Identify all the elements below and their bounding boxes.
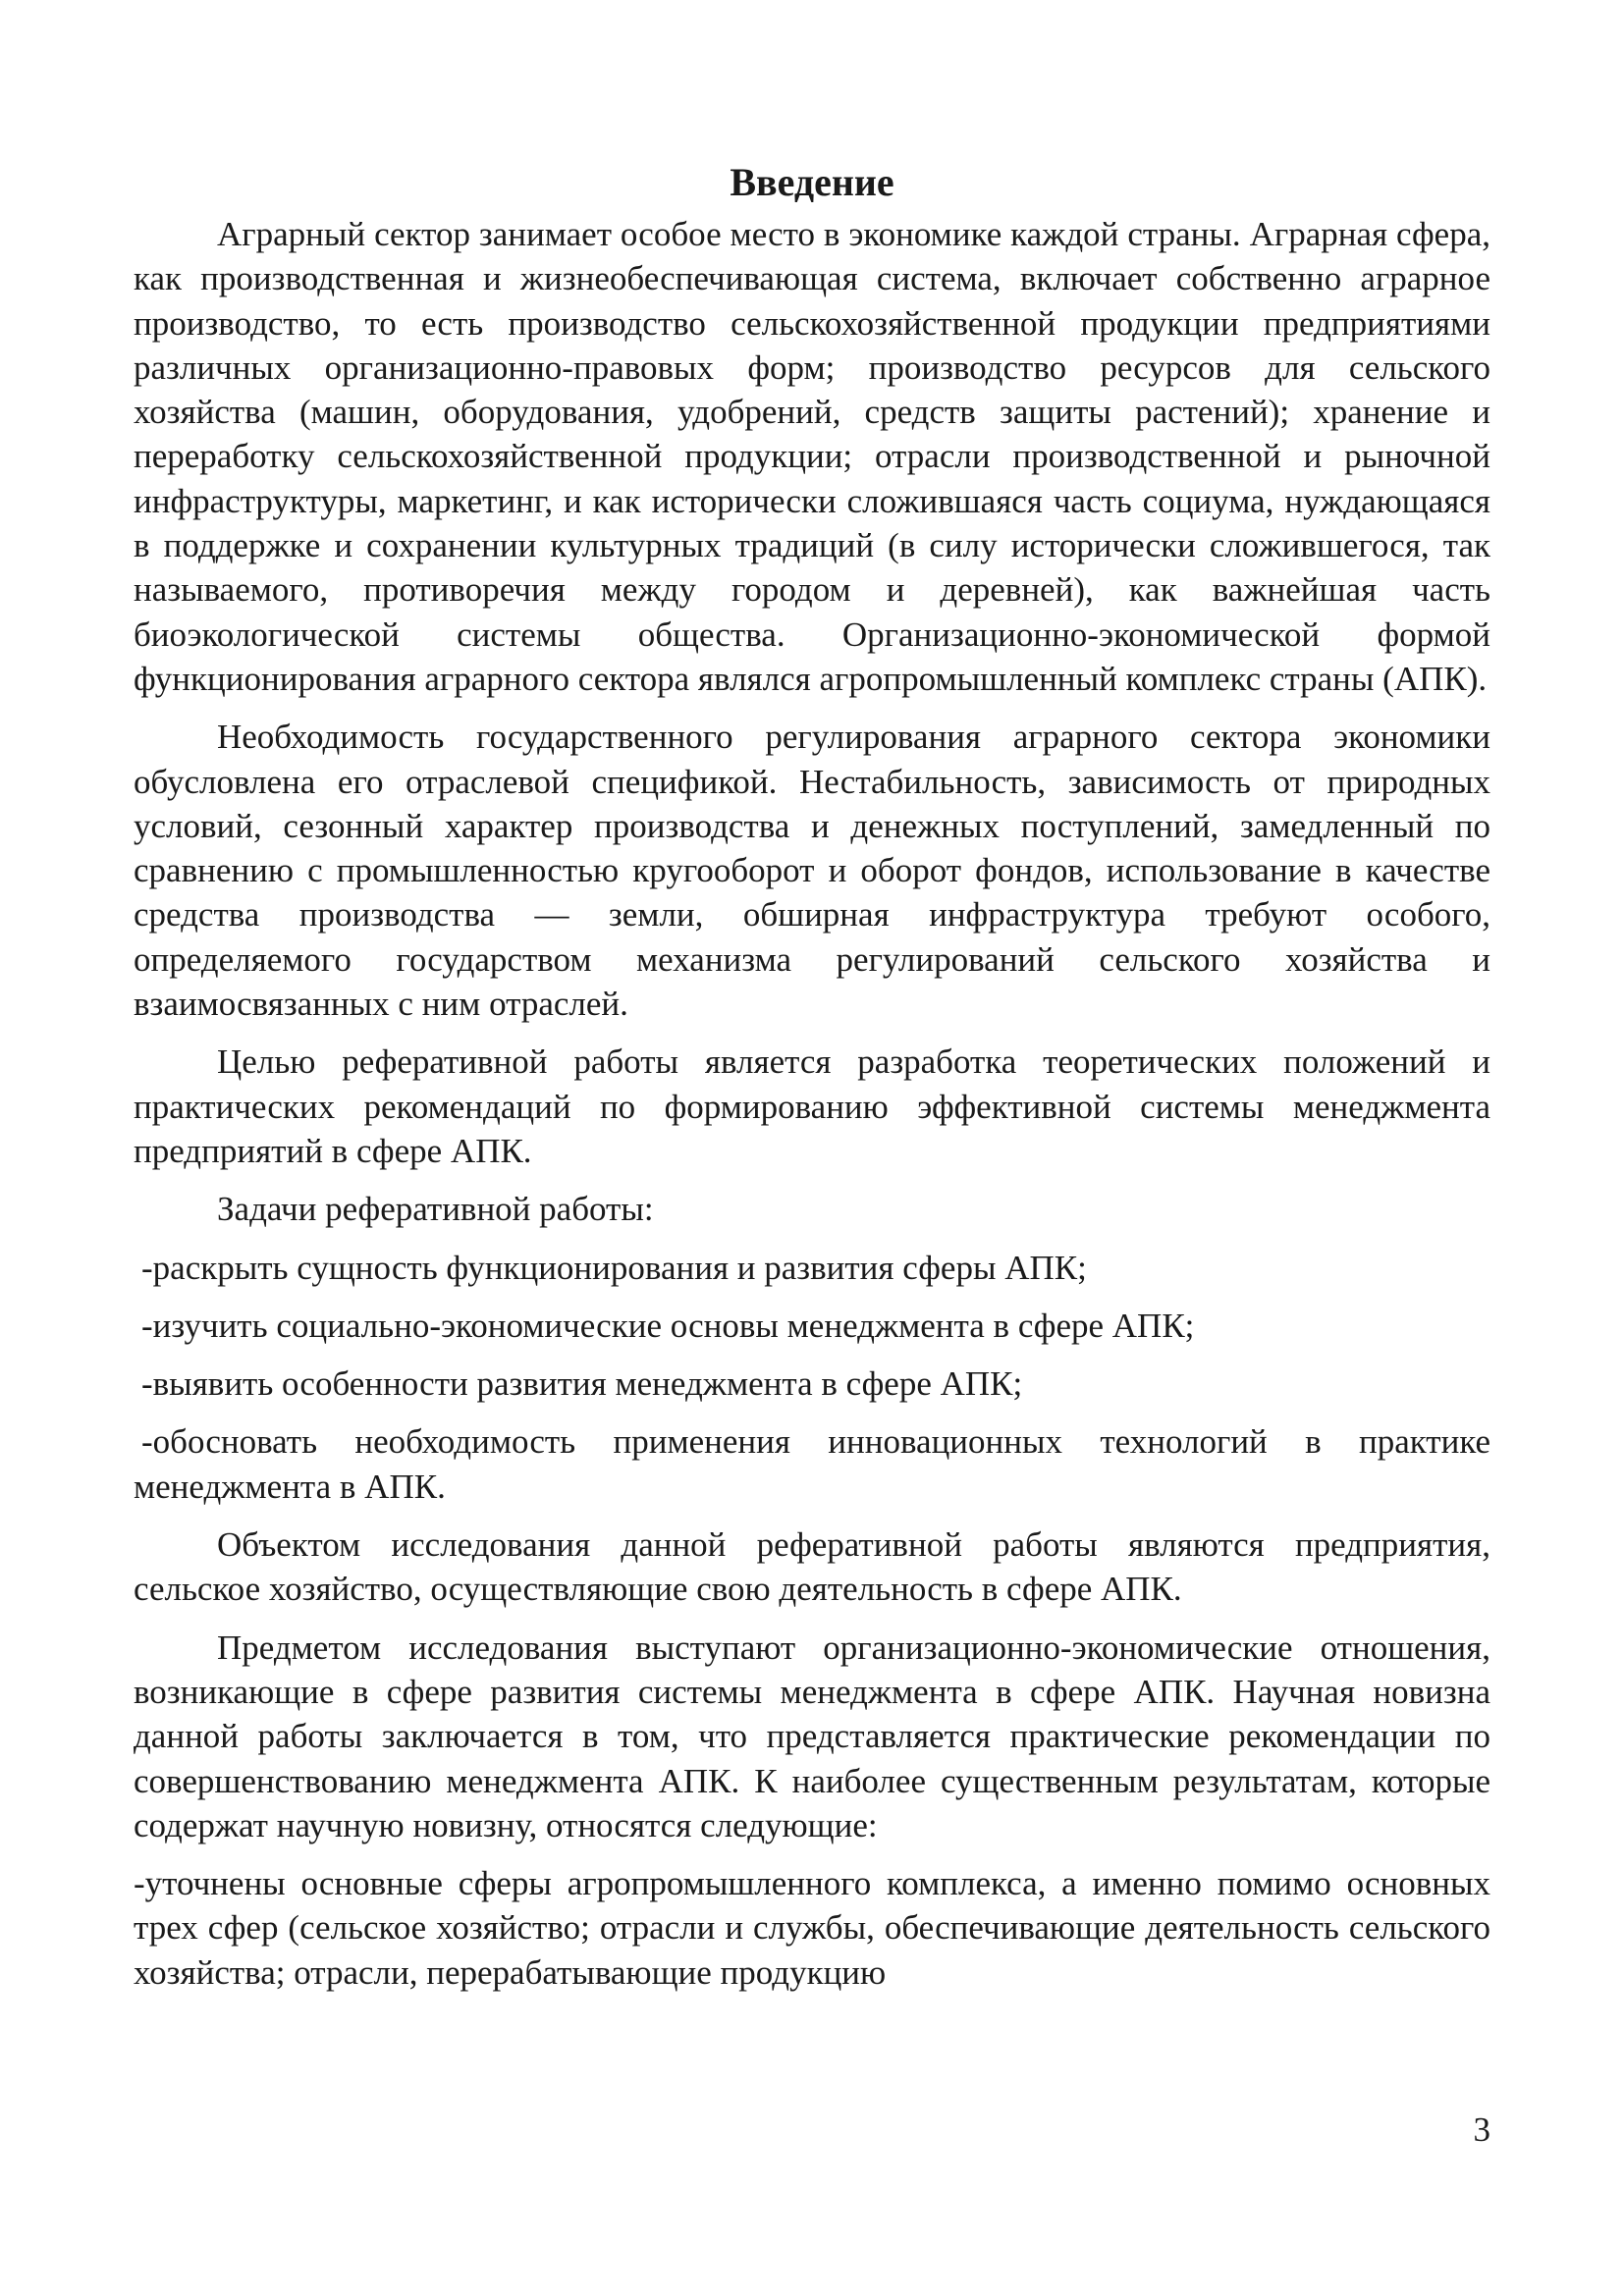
task-item-3: -выявить особенности развития менеджмента в сфере АПК; — [141, 1364, 1023, 1404]
document-body — [134, 155, 1490, 2008]
task-item-2: -изучить социально-экономические основы менеджмента в сфере АПК; — [141, 1306, 1195, 1345]
paragraph-research-object: Объектом исследования данной реферативной работы являются предприятия, сельское хозяйство, осуществляющие свою деятельность в сфере АПК. — [134, 1525, 1490, 1609]
page-title: Введение — [730, 160, 894, 204]
paragraph-goal: Целью реферативной работы является разработка теоретических положений и практических рекомендаций по формированию эффективной системы менеджмента предприятий в сфере АПК. — [134, 1042, 1490, 1170]
paragraph-results-item: -уточнены основные сферы агропромышленного комплекса, а именно помимо основных трех сфер (сельское хозяйство; отрасли и службы, обеспечивающие деятельность сельского хозяйства; отрасли, перерабатывающие продукцию — [134, 1864, 1490, 1992]
intro-paragraph-agrarian-sector: Аграрный сектор занимает особое место в экономике каждой страны. Аграрная сфера, как производственная и жизнеобеспечивающая система, включает собственно аграрное производство, то есть производство сельскохозяйственной продукции предприятиями различных организационно-правовых форм; производство ресурсов для сельского хозяйства (машин, оборудования, удобрений, средств защиты растений); хранение и переработку сельскохозяйственной продукции; отрасли производственной и рыночной инфраструктуры, маркетинг, и как исторически сложившаяся часть социума, нуждающаяся в поддержке и сохранении культурных традиций (в силу исторически сложившегося, так называемого, противоречия между городом и деревней), как важнейшая часть биоэкологической системы общества. Организационно-экономической формой функционирования аграрного сектора являлся агропромышленный комплекс страны (АПК). — [134, 215, 1490, 698]
paragraph-research-subject: Предметом исследования выступают организационно-экономические отношения, возникающие в сфере развития системы менеджмента в сфере АПК. Научная новизна данной работы заключается в том, что представляется практические рекомендации по совершенствованию менеджмента АПК. К наиболее существенным результатам, которые содержат научную новизну, относятся следующие: — [134, 1628, 1490, 1844]
page-number: 3 — [1473, 2110, 1490, 2149]
task-item-4: -обосновать необходимость применения инновационных технологий в практике менеджмента в АПК. — [134, 1422, 1490, 1506]
paragraph-tasks-heading: Задачи реферативной работы: — [217, 1190, 654, 1229]
task-item-1: -раскрыть сущность функционирования и развития сферы АПК; — [141, 1248, 1087, 1287]
paragraph-state-regulation: Необходимость государственного регулирования аграрного сектора экономики обусловлена его отраслевой спецификой. Нестабильность, зависимость от природных условий, сезонный характер производства и денежных поступлений, замедленный по сравнению с промышленностью кругооборот и оборот фондов, использование в качестве средства производства — земли, обширная инфраструктура требуют особого, определяемого государством механизма регулирований сельского хозяйства и взаимосвязанных с ним отраслей. — [134, 718, 1490, 1024]
